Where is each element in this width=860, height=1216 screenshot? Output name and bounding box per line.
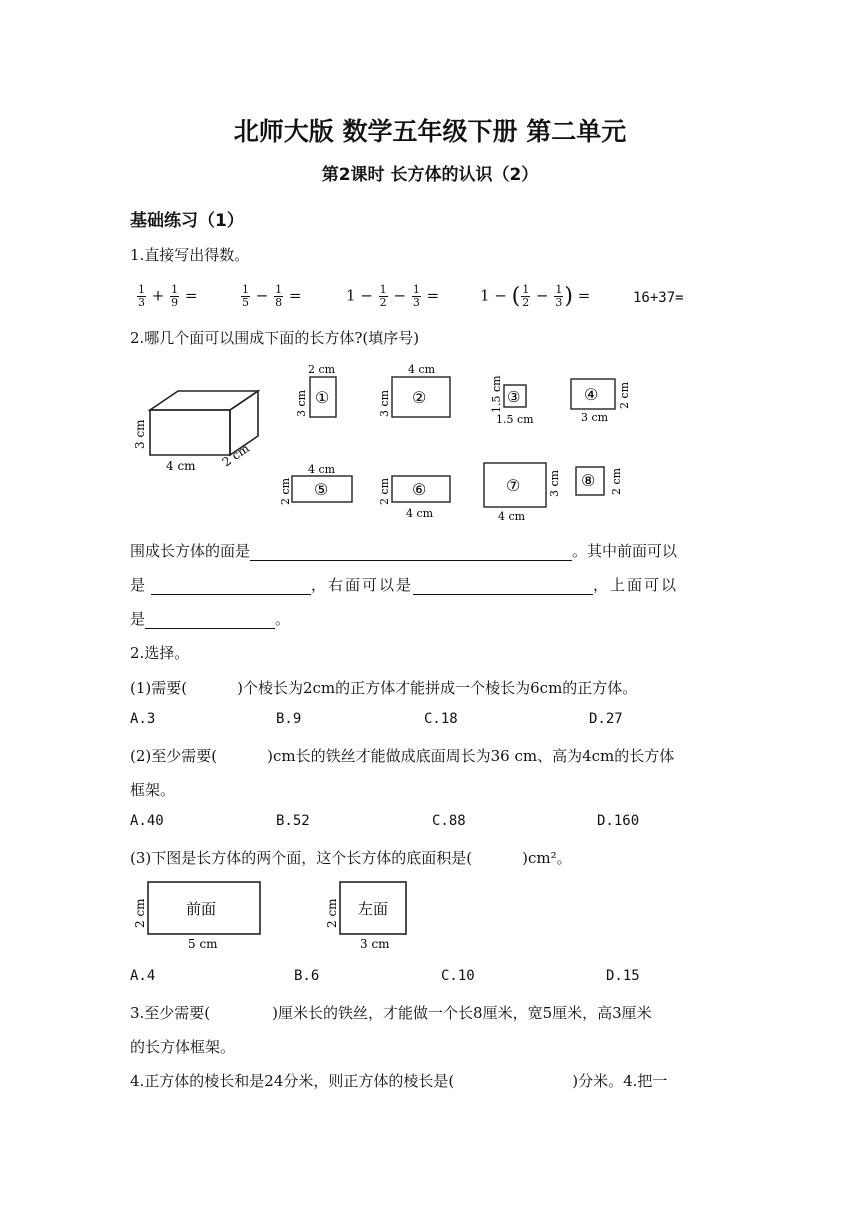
front-side-label: 2 cm (133, 898, 147, 928)
cuboid-width-label: 2 cm (219, 441, 252, 470)
q3-s1-option-b[interactable]: B.9 (276, 711, 302, 727)
q3-s3-text: (3)下图是长方体的两个面，这个长方体的底面积是( )cm²。 (130, 849, 572, 867)
q2-fill-line-2: 是 ，右面可以是 ，上面可以 (130, 576, 679, 594)
face-3-side-label: 1.5 cm (490, 375, 503, 413)
face-5-top-label: 4 cm (308, 463, 336, 476)
face-8-side-label: 2 cm (610, 467, 623, 495)
q1-expr-3: 1 − $\frac{1}{2}$ − $\frac{1}{3}$ = (346, 283, 440, 309)
blank-front[interactable] (151, 576, 311, 595)
front-face-label: 前面 (186, 900, 217, 918)
q1-expr-1: $\frac{1}{3}$ + $\frac{1}{9}$ = (138, 283, 198, 309)
q3-s2-option-d[interactable]: D.160 (597, 813, 640, 829)
q5-text: 4.正方体的棱长和是24分米，则正方体的棱长是( )分米。4.把一 (130, 1072, 668, 1090)
face-6-bottom-label: 4 cm (406, 507, 434, 520)
front-bottom-label: 5 cm (188, 937, 218, 951)
q3-s3-option-d[interactable]: D.15 (606, 968, 640, 984)
face-7-id: ⑦ (506, 476, 521, 495)
face-1-top-label: 2 cm (308, 363, 336, 376)
q2-fill-line-1: 围成长方体的面是 。其中前面可以 (130, 542, 678, 560)
section-heading: 基础练习（1） (130, 211, 244, 231)
q3-s3-option-a[interactable]: A.4 (130, 968, 156, 984)
blank-top[interactable] (145, 610, 275, 629)
face-5-id: ⑤ (314, 480, 329, 499)
q3-s1-option-d[interactable]: D.27 (589, 711, 623, 727)
face-1-side-label: 3 cm (295, 389, 308, 417)
q2-figures (130, 355, 650, 535)
left-face-label: 左面 (358, 900, 389, 918)
q3-s2-option-c[interactable]: C.88 (432, 813, 466, 829)
cuboid-length-label: 4 cm (166, 459, 196, 473)
left-side-label: 2 cm (325, 898, 339, 928)
blank-right[interactable] (413, 576, 593, 595)
face-6-id: ⑥ (412, 480, 427, 499)
q3-s2-option-b[interactable]: B.52 (276, 813, 310, 829)
page-title: 北师大版 数学五年级下册 第二单元 (233, 117, 627, 146)
q3-s2-option-a[interactable]: A.40 (130, 813, 164, 829)
q3-s1-option-c[interactable]: C.18 (424, 711, 458, 727)
face-8-id: ⑧ (581, 471, 596, 490)
lesson-subtitle: 第2课时 长方体的认识（2） (321, 165, 539, 185)
face-2-top-label: 4 cm (408, 363, 436, 376)
blank-faces[interactable] (250, 542, 572, 561)
q1-expr-5: 16+37= (633, 290, 684, 306)
face-3-id: ③ (507, 388, 521, 406)
q3-s3-figures (130, 876, 430, 956)
face-7-bottom-label: 4 cm (498, 510, 526, 523)
face-4-bottom-label: 3 cm (581, 411, 609, 424)
face-7-side-label: 3 cm (548, 469, 561, 497)
face-6-side-label: 2 cm (378, 477, 391, 505)
q2-fill-line-3: 是 。 (130, 610, 291, 628)
q3-s1-text: (1)需要( )个棱长为2cm的正方体才能拼成一个棱长为6cm的正方体。 (130, 679, 638, 697)
q1-expr-4: 1 − ( $\frac{1}{2}$ − $\frac{1}{3}$ ) = (480, 283, 591, 309)
face-1-id: ① (315, 388, 330, 407)
q3-s3-option-b[interactable]: B.6 (294, 968, 320, 984)
face-2-side-label: 3 cm (378, 389, 391, 417)
cuboid-height-label: 3 cm (133, 419, 147, 449)
q3-prompt: 2.选择。 (130, 644, 190, 662)
q4-text-cont: 的长方体框架。 (130, 1038, 236, 1056)
q1-prompt: 1.直接写出得数。 (130, 246, 250, 264)
face-4-id: ④ (584, 385, 599, 404)
q3-s1-option-a[interactable]: A.3 (130, 711, 156, 727)
left-bottom-label: 3 cm (360, 937, 390, 951)
face-4-side-label: 2 cm (618, 381, 631, 409)
face-3-bottom-label: 1.5 cm (496, 413, 534, 426)
face-2-id: ② (412, 388, 427, 407)
face-5-side-label: 2 cm (279, 477, 292, 505)
q4-text: 3.至少需要( )厘米长的铁丝，才能做一个长8厘米，宽5厘米，高3厘米 (130, 1004, 652, 1022)
q3-s2-text: (2)至少需要( )cm长的铁丝才能做成底面周长为36 cm、高为4cm的长方体 (130, 747, 675, 765)
q2-prompt: 2.哪几个面可以围成下面的长方体?(填序号) (130, 329, 420, 347)
q3-s2-text-cont: 框架。 (130, 781, 176, 799)
q1-expr-2: $\frac{1}{5}$ − $\frac{1}{8}$ = (242, 283, 302, 309)
q3-s3-option-c[interactable]: C.10 (441, 968, 475, 984)
